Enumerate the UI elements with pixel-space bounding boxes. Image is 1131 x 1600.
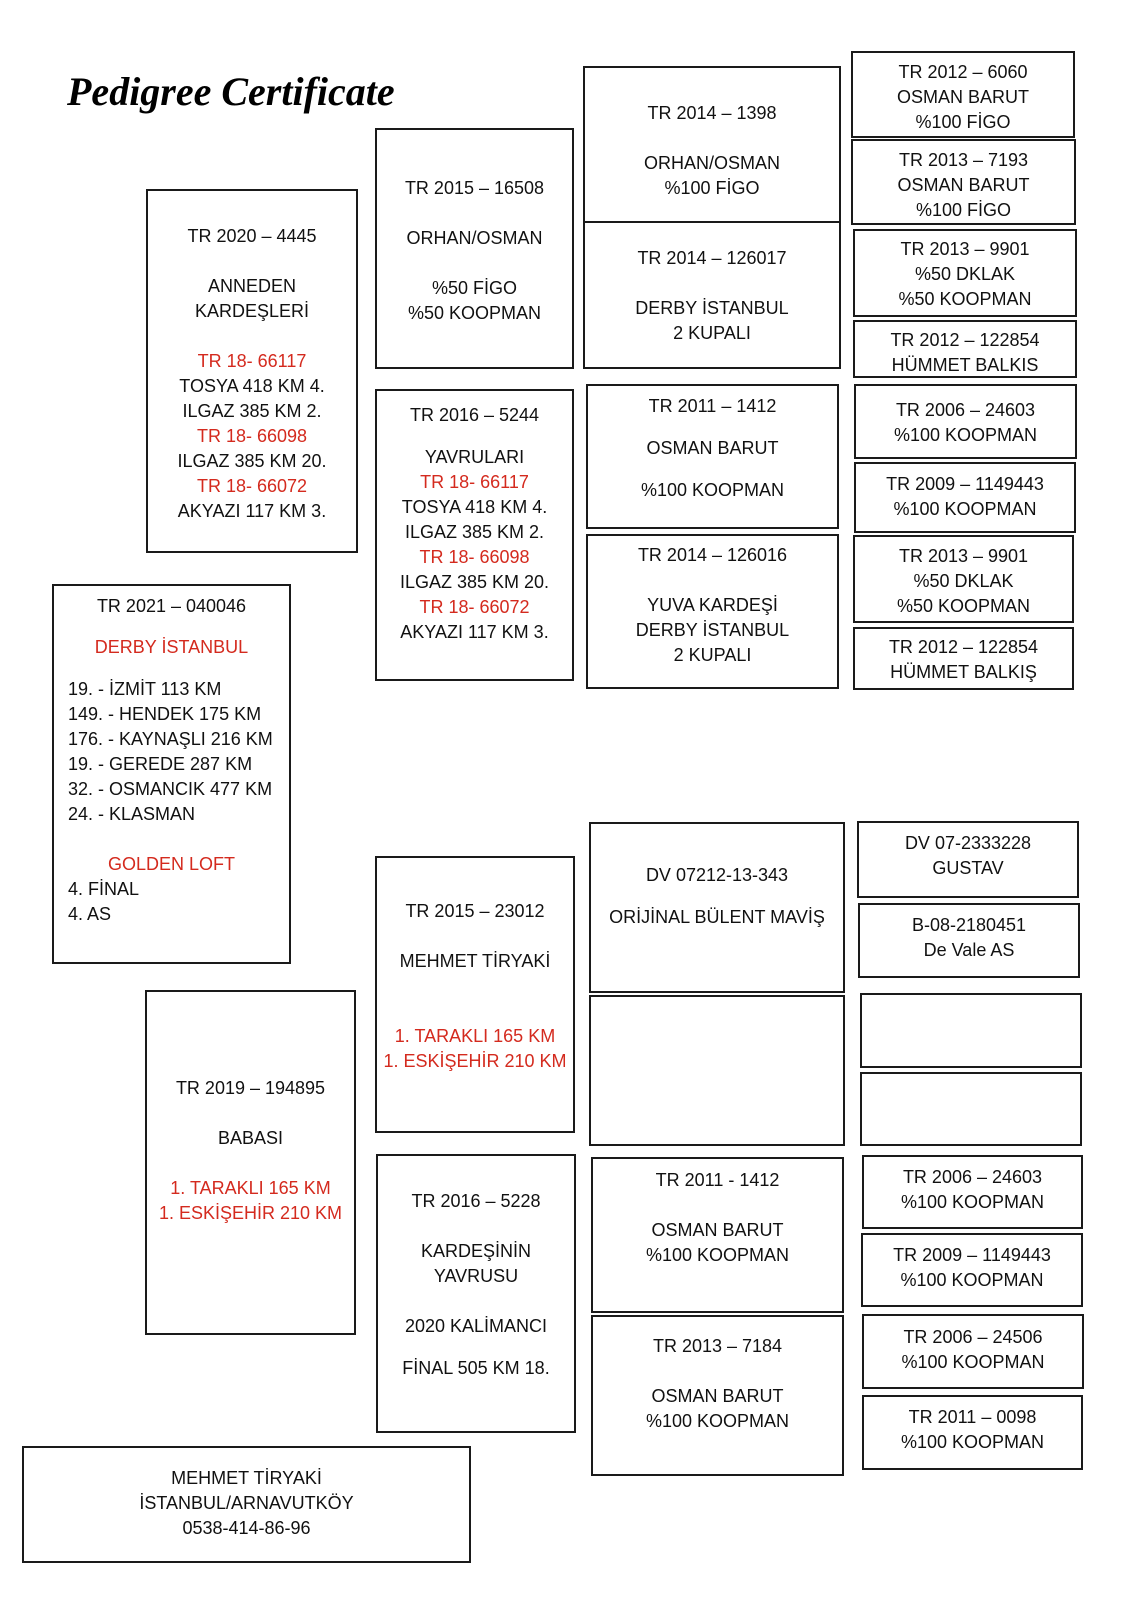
note-line: %50 DKLAK [913,571,1014,591]
race-result: 1. TARAKLI 165 KM [394,1026,556,1046]
note-line: ORHAN/OSMAN [643,153,780,173]
ring-number: TR 2014 – 126017 [637,248,787,268]
ring-reference: TR 18- 66117 [197,351,307,371]
note-line: OSMAN BARUT [651,1386,784,1406]
race-result: 1. ESKİŞEHİR 210 KM [383,1051,567,1071]
race-result: 4. AS [68,904,112,924]
note-line: %50 KOOPMAN [896,596,1031,616]
gen3-card [586,534,839,689]
ring-number: TR 2019 – 194895 [175,1078,326,1098]
title-line: DERBY İSTANBUL [94,637,249,657]
gen3-card-empty [589,995,845,1146]
race-result: 32. - OSMANCIK 477 KM [68,779,273,799]
dam-dam-card [375,389,574,681]
ring-number: TR 2006 – 24603 [902,1167,1043,1187]
note-line: HÜMMET BALKIŞ [890,662,1037,682]
ring-number: DV 07212-13-343 [645,865,789,885]
gen4-card [853,320,1077,378]
ring-number: TR 2011 – 0098 [908,1407,1037,1427]
note-line: YAVRULARI [424,447,525,467]
note-line: FİNAL 505 KM 18. [402,1358,550,1378]
note-line: KARDEŞLERİ [194,301,310,321]
gen3-card [586,384,839,529]
note-line: OSMAN BARUT [897,175,1030,195]
ring-number: TR 2015 – 16508 [404,178,545,198]
note-line: GUSTAV [932,858,1004,878]
gen4-card [853,627,1074,690]
note-line: %100 KOOPMAN [640,480,785,500]
gen4-card [862,1395,1083,1470]
note-line: %100 KOOPMAN [893,499,1037,519]
gen4-card [854,462,1076,533]
pigeon-card [52,584,291,964]
owner-phone: 0538-414-86-96 [182,1518,311,1538]
ring-number: TR 2014 – 126016 [637,545,788,565]
note-line: ANNEDEN [207,276,296,296]
sire-dam-card [376,1154,576,1433]
race-result: ILGAZ 385 KM 2. [182,401,322,421]
race-result: 24. - KLASMAN [68,804,196,824]
ring-reference: TR 18- 66072 [419,597,530,617]
ring-reference: TR 18- 66117 [420,472,529,492]
note-line: %100 KOOPMAN [901,1352,1045,1372]
note-line: DERBY İSTANBUL [635,298,789,318]
race-result: 1. ESKİŞEHİR 210 KM [158,1203,343,1223]
ring-number: TR 2020 – 4445 [187,226,317,246]
note-line: %100 FİGO [664,178,760,198]
gen4-card [862,1155,1083,1229]
note-line: HÜMMET BALKIS [891,355,1039,375]
note-line: YUVA KARDEŞİ [647,595,778,615]
race-result: 176. - KAYNAŞLI 216 KM [68,729,273,749]
note-line: 2 KUPALI [673,645,752,665]
ring-number: TR 2021 – 040046 [96,596,247,616]
note-line: %50 KOOPMAN [898,289,1032,309]
ring-number: TR 2013 – 9901 [900,239,1030,259]
race-result: TOSYA 418 KM 4. [179,376,325,396]
note-line: %100 KOOPMAN [893,425,1038,445]
sire-sire-card [375,856,575,1133]
ring-number: TR 2013 – 7193 [898,150,1029,170]
ring-number: DV 07-2333228 [904,833,1032,853]
gen3-card [591,1157,844,1313]
ring-number: TR 2009 – 1149443 [893,1245,1051,1265]
ring-number: B-08-2180451 [911,915,1027,935]
note-line: ORİJİNAL BÜLENT MAVİŞ [609,907,825,927]
race-result: 19. - GEREDE 287 KM [68,754,253,774]
note-line: KARDEŞİNİN [420,1241,532,1261]
race-result: ILGAZ 385 KM 20. [177,451,327,471]
note-line: %100 KOOPMAN [900,1192,1045,1212]
note-line: OSMAN BARUT [896,87,1029,107]
owner-contact-card [22,1446,471,1563]
ring-reference: TR 18- 66098 [196,426,308,446]
note-line: %100 FİGO [915,200,1012,220]
ring-reference: TR 18- 66098 [419,547,530,567]
gen4-card [851,51,1075,138]
ring-number: TR 2013 – 9901 [898,546,1029,566]
note-line: %100 KOOPMAN [900,1432,1045,1452]
note-line: De Vale AS [923,940,1015,960]
race-result: 19. - İZMİT 113 KM [68,679,222,699]
gen4-card [858,903,1080,978]
ring-number: TR 2011 - 1412 [655,1170,780,1190]
note-line: OSMAN BARUT [646,438,779,458]
dam-card [146,189,358,553]
ring-number: TR 2013 – 7184 [652,1336,783,1356]
gen4-card [853,229,1077,317]
note-line: DERBY İSTANBUL [635,620,790,640]
note-line: ORHAN/OSMAN [406,228,543,248]
note-line: %100 KOOPMAN [645,1411,790,1431]
note-line: 2 KUPALI [673,323,751,343]
gen4-card [857,821,1079,898]
note-line: %100 FİGO [915,112,1011,132]
sire-card [145,990,356,1335]
note-line: 2020 KALİMANCI [404,1316,548,1336]
note-line: %50 KOOPMAN [407,303,542,323]
gen4-card [851,139,1076,225]
gen3-card [583,66,841,223]
ring-number: TR 2015 – 23012 [405,901,545,921]
note-line: %50 DKLAK [914,264,1016,284]
ring-number: TR 2009 – 1149443 [886,474,1044,494]
owner-name: MEHMET TİRYAKİ [171,1468,322,1488]
gen3-card [583,221,841,369]
ring-number: TR 2012 – 122854 [888,637,1039,657]
race-result: 4. FİNAL [68,879,140,899]
gen3-card [589,822,845,993]
race-result: 1. TARAKLI 165 KM [170,1178,331,1198]
race-result: AKYAZI 117 KM 3. [400,622,549,642]
race-result: ILGAZ 385 KM 20. [399,572,550,592]
ring-number: TR 2006 – 24603 [895,400,1036,420]
ring-number: TR 2012 – 6060 [898,62,1028,82]
title-line: GOLDEN LOFT [107,854,236,874]
note-line: %50 FİGO [431,278,518,298]
ring-number: TR 2011 – 1412 [648,396,777,416]
race-result: TOSYA 418 KM 4. [401,497,548,517]
gen4-card-empty [860,1072,1082,1146]
ring-number: TR 2016 – 5244 [409,405,540,425]
ring-number: TR 2006 – 24506 [903,1327,1043,1347]
ring-number: TR 2012 – 122854 [890,330,1040,350]
gen4-card-empty [860,993,1082,1068]
ring-number: TR 2016 – 5228 [411,1191,541,1211]
race-result: 149. - HENDEK 175 KM [68,704,262,724]
gen4-card [853,535,1074,623]
gen3-card [591,1315,844,1476]
note-line: BABASI [217,1128,284,1148]
note-line: %100 KOOPMAN [645,1245,790,1265]
note-line: %100 KOOPMAN [900,1270,1044,1290]
gen4-card [862,1314,1084,1389]
note-line: MEHMET TİRYAKİ [399,951,551,971]
dam-sire-card [375,128,574,369]
race-result: AKYAZI 117 KM 3. [177,501,327,521]
race-result: ILGAZ 385 KM 2. [404,522,545,542]
ring-reference: TR 18- 66072 [196,476,308,496]
gen4-card [854,384,1077,459]
gen4-card [861,1233,1083,1307]
certificate-title: Pedigree Certificate [67,69,395,114]
ring-number: TR 2014 – 1398 [647,103,777,123]
owner-address: İSTANBUL/ARNAVUTKÖY [139,1493,354,1513]
note-line: YAVRUSU [433,1266,519,1286]
note-line: OSMAN BARUT [651,1220,784,1240]
